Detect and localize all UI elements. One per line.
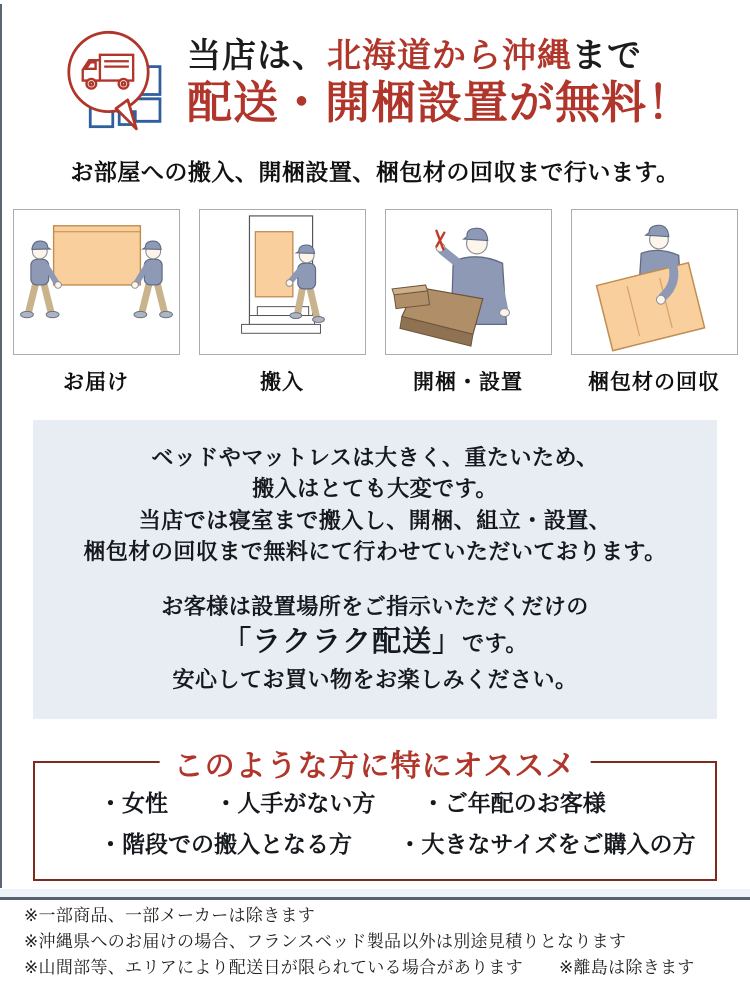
worker-doorway-stairs-icon [199, 209, 366, 355]
paragraph-gap [33, 568, 717, 591]
next-section-divider [0, 889, 750, 900]
info-line: 梱包材の回収まで無料にて行わせていただいております。 [83, 539, 667, 565]
worker-scissors-unpacking-icon [385, 209, 552, 355]
page-left-border [0, 4, 2, 888]
worker-carrying-cardboard-icon [571, 209, 738, 355]
step-label-packaging-collection: 梱包材の回収 [588, 371, 720, 394]
info-line: 搬入はとても大変です。 [252, 476, 498, 502]
step-label-unpack-setup: 開梱・設置 [413, 371, 523, 394]
two-workers-carrying-box-icon [13, 209, 180, 355]
info-line: ベッドやマットレスは大きく、重たいため、 [151, 445, 599, 470]
step-carry-in [199, 209, 366, 396]
info-line: 安心してお買い物をお楽しみください。 [172, 666, 578, 692]
info-line-emphasis: 「ラクラク配送」です。 [222, 626, 528, 659]
footnote: ※山間部等、エリアにより配送日が限られている場合があります ※離島は除きます [24, 957, 695, 977]
recommend-item: ・ご年配のお客様 [421, 790, 606, 817]
recommend-item: ・人手がない方 [214, 790, 376, 817]
recommend-item: ・大きなサイズをご購入の方 [398, 830, 696, 857]
step-unpack-setup [385, 209, 552, 396]
free-delivery-banner [0, 0, 750, 144]
info-line: お客様は設置場所をご指示いただくだけの [161, 593, 589, 619]
step-label-delivery: お届け [63, 371, 129, 394]
delivery-steps [0, 209, 750, 396]
footnote: ※沖縄県へのお届けの場合、フランスベッド製品以外は別途見積りとなります [24, 931, 627, 951]
step-label-carry-in: 搬入 [260, 371, 304, 394]
banner-subtitle: お部屋への搬入、開梱設置、梱包材の回収まで行います。 [70, 159, 680, 185]
recommend-item: ・女性 [99, 790, 168, 817]
recommend-row-1 [99, 787, 705, 820]
recommend-item: ・階段での搬入となる方 [99, 830, 352, 857]
headline-line2: 配送・開梱設置が無料！ [186, 77, 693, 129]
headline-line1: 当店は、北海道から沖縄まで [186, 37, 642, 75]
recommended-for-title: このような方に特にオススメ [160, 741, 591, 785]
recommend-row-2 [99, 828, 705, 861]
step-delivery [13, 209, 180, 396]
rakuraku-label: 「ラクラク配送」 [222, 626, 463, 659]
headline-highlight: 北海道から沖縄 [326, 37, 572, 75]
footnote: ※一部商品、一部メーカーは除きます [24, 905, 316, 925]
step-packaging-collection [571, 209, 738, 396]
rakuraku-delivery-info-box [33, 420, 717, 719]
footnotes [24, 903, 750, 981]
info-line: 当店では寝室まで搬入し、開梱、組立・設置、 [138, 507, 612, 533]
delivery-truck-speech-bubble-icon [57, 28, 175, 144]
banner-headline [187, 28, 693, 129]
recommended-for-box [33, 750, 717, 881]
